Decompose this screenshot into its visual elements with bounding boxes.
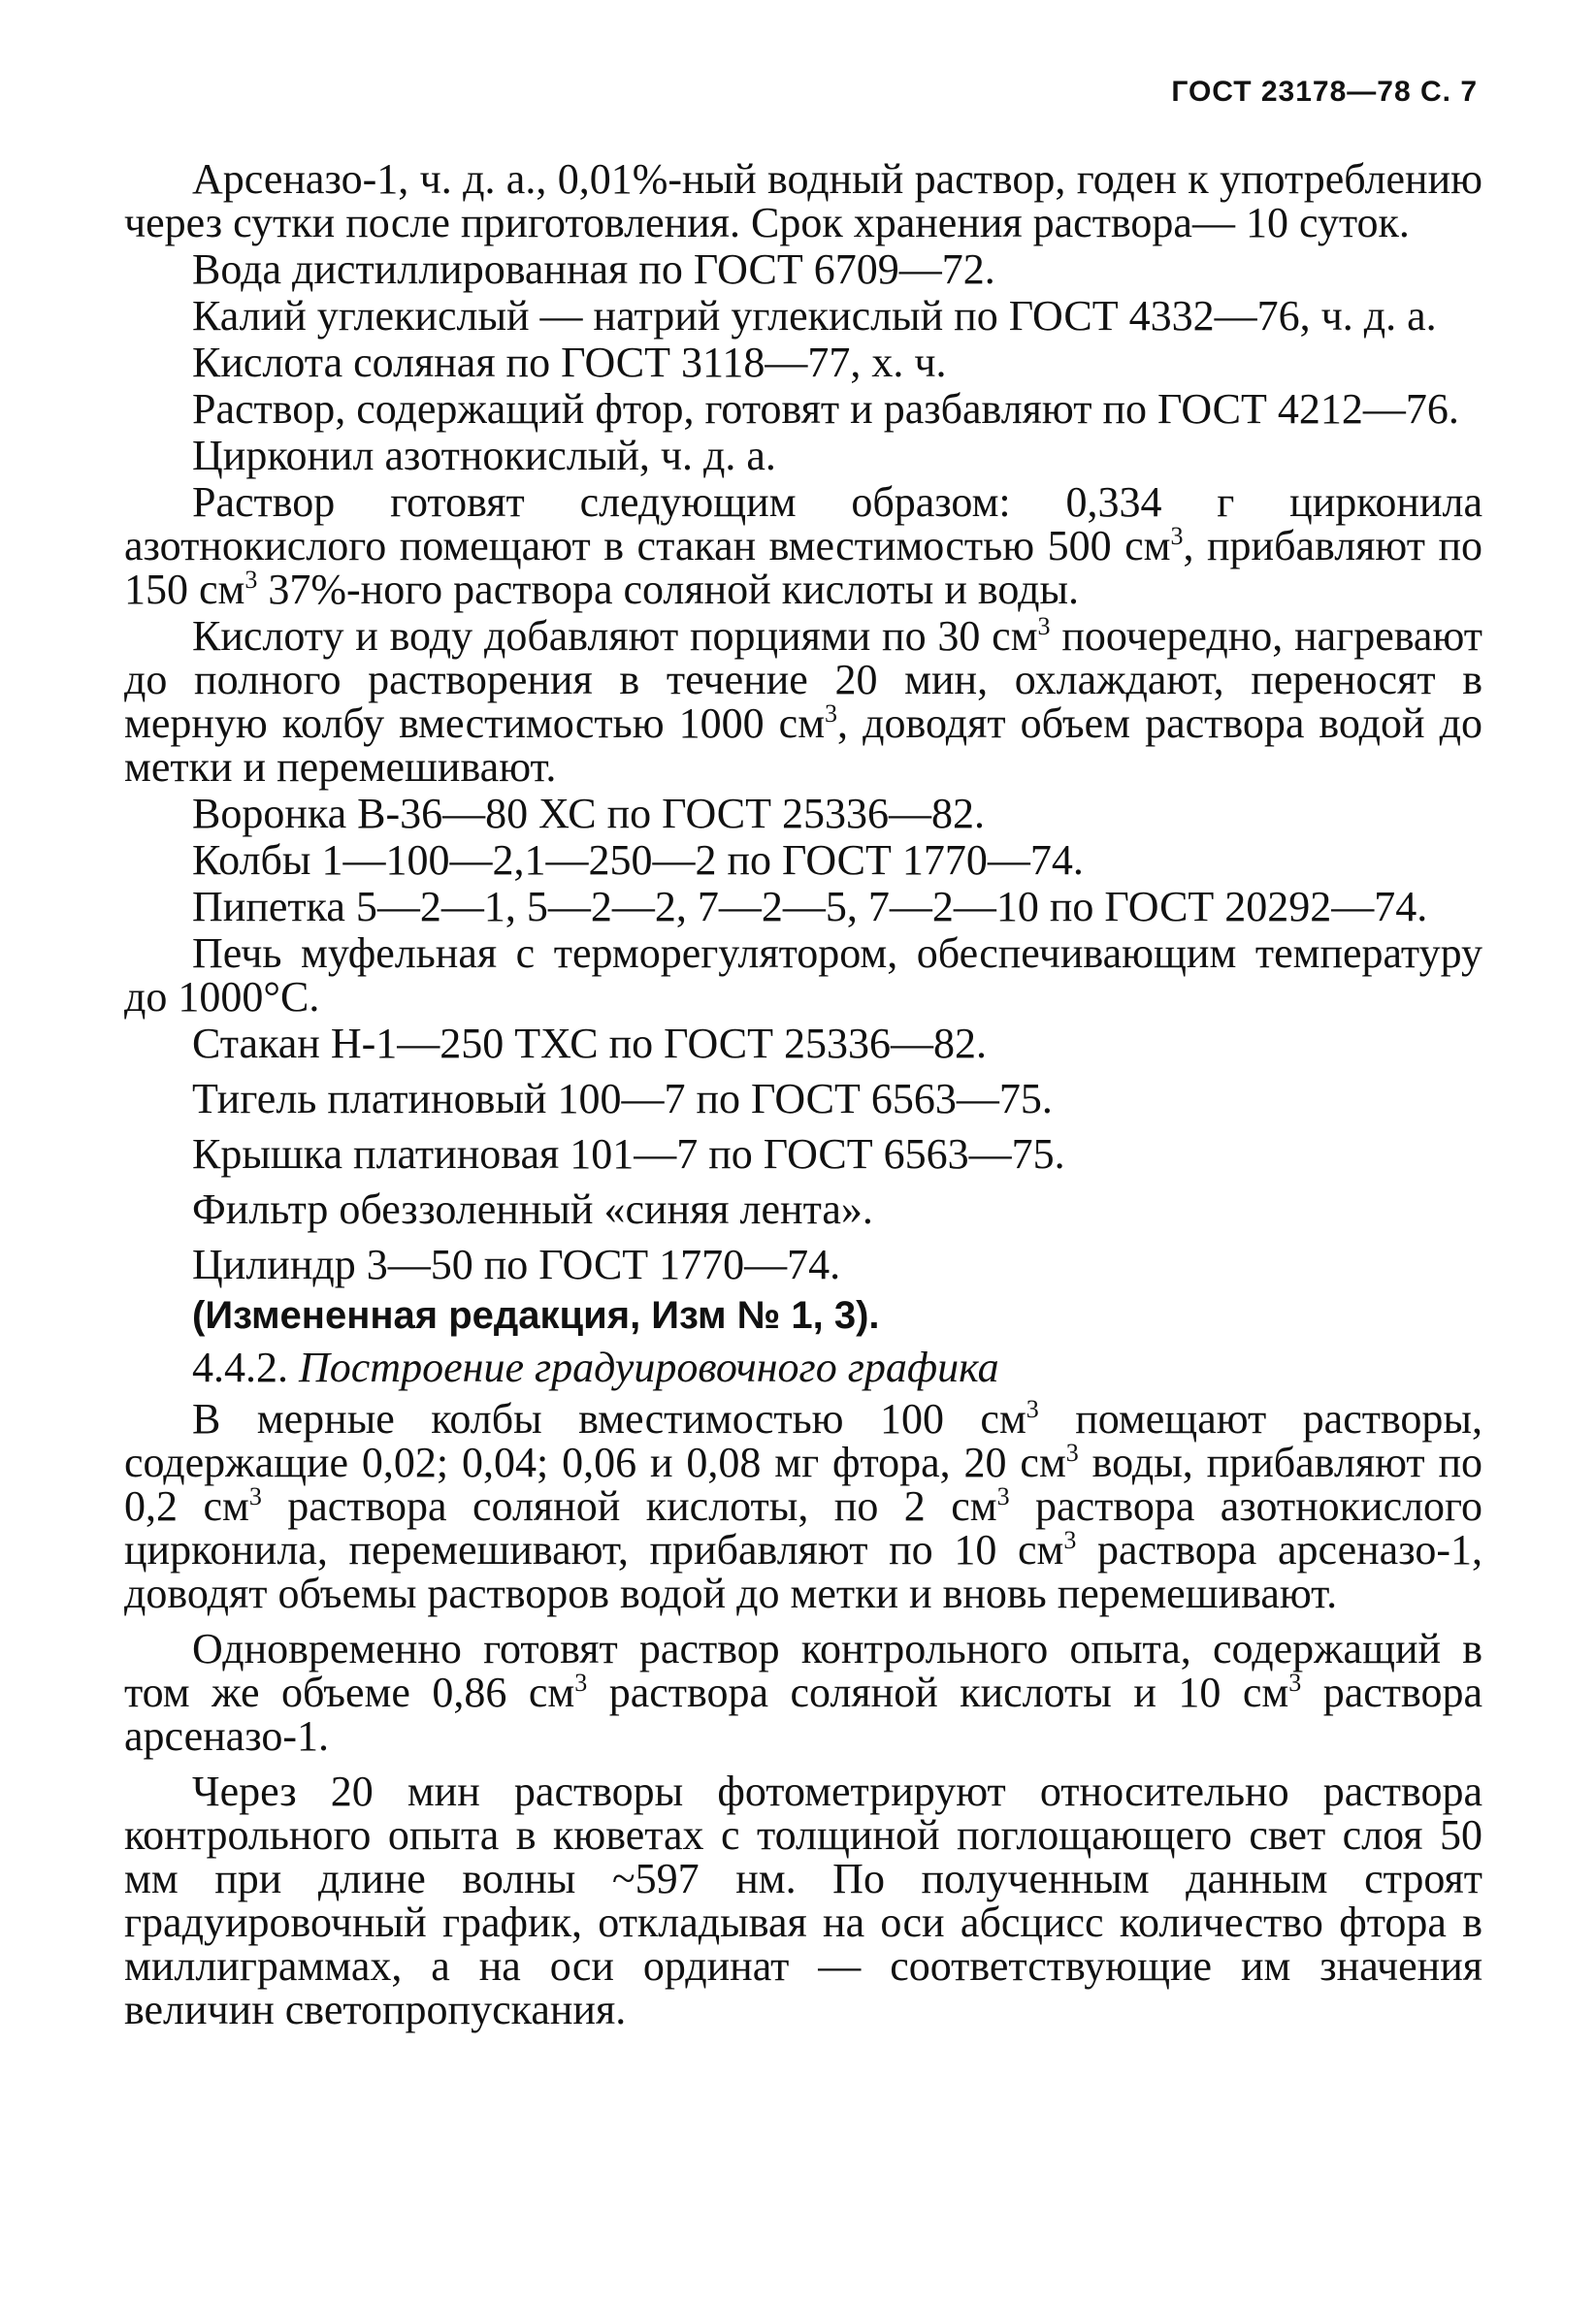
paragraph-filter: Фильтр обеззоленный «синяя лента». (192, 1185, 873, 1233)
paragraph-cylinder: Цилиндр 3—50 по ГОСТ 1770—74. (192, 1241, 841, 1288)
section-title: Построение градуировочного графика (299, 1344, 999, 1391)
paragraph-water: Вода дистиллированная по ГОСТ 6709—72. (192, 245, 995, 293)
paragraph-fluorine-solution: Раствор, содержащий фтор, готовят и разбавляют по ГОСТ 4212—76. (192, 385, 1459, 433)
paragraph-funnel: Воронка В-36—80 ХС по ГОСТ 25336—82. (192, 790, 986, 837)
paragraph-flasks: Колбы 1—100—2,1—250—2 по ГОСТ 1770—74. (192, 836, 1084, 884)
amendment-note: (Измененная редакция, Изм № 1, 3). (192, 1294, 880, 1337)
page-header: ГОСТ 23178—78 С. 7 (1171, 76, 1478, 108)
document-body (124, 155, 1482, 2034)
paragraph-platinum-crucible: Тигель платиновый 100—7 по ГОСТ 6563—75. (192, 1075, 1053, 1122)
paragraph-potassium-carbonate: Калий углекислый — натрий углекислый по ГОСТ 4332—76, ч. д. а. (192, 292, 1437, 340)
paragraph-acid-water-addition: Кислоту и воду добавляют порциями по 30 $см^3$ поочередно, нагревают до полного растворения в течение 20 мин, охлаждают, переносят в мерную колбу вместимостью 1000 $см^3$, доводят объем раствора водой до метки и перемешивают. (124, 612, 1482, 791)
paragraph-pipette: Пипетка 5—2—1, 5—2—2, 7—2—5, 7—2—10 по ГОСТ 20292—74. (192, 883, 1428, 930)
paragraph-platinum-lid: Крышка платиновая 101—7 по ГОСТ 6563—75. (192, 1130, 1065, 1178)
paragraph-solution-preparation: Раствор готовят следующим образом: 0,334 г цирконила азотнокислого помещают в стакан вместимостью 500 $см^3$, прибавляют по 150 $см^3$ 37%-ного раствора соляной кислоты и воды. (124, 478, 1482, 613)
paragraph-calibration-solutions: В мерные колбы вместимостью 100 $см^3$ помещают растворы, содержащие 0,02; 0,04; 0,06 и 0,08 мг фтора, 20 $см^3$ воды, прибавляют по 0,2 $см^3$ раствора соляной кислоты, по 2 $см^3$ раствора азотнокислого цирконила, перемешивают, прибавляют по 10 $см^3$ раствора арсеназо-1, доводят объемы растворов водой до метки и вновь перемешивают. (124, 1395, 1483, 1617)
section-number: 4.4.2. (192, 1344, 288, 1391)
paragraph-arsenazo: Арсеназо-1, ч. д. а., 0,01%-ный водный раствор, годен к употреблению через сутки после приготовления. Срок хранения раствора— 10 суток. (124, 155, 1482, 246)
paragraph-control-solution: Одновременно готовят раствор контрольного опыта, содержащий в том же объеме 0,86 $см^3$ раствора соляной кислоты и 10 $см^3$ раствора арсеназо-1. (124, 1625, 1482, 1760)
paragraph-hydrochloric-acid: Кислота соляная по ГОСТ 3118—77, х. ч. (192, 339, 947, 386)
section-heading (124, 1346, 1482, 1389)
paragraph-zirconyl-nitrate: Цирконил азотнокислый, ч. д. а. (192, 432, 776, 479)
paragraph-beaker: Стакан Н-1—250 ТХС по ГОСТ 25336—82. (192, 1020, 988, 1067)
paragraph-photometry: Через 20 мин растворы фотометрируют относительно раствора контрольного опыта в кюветах с толщиной поглощающего свет слоя 50 мм при длине волны ~597 нм. По полученным данным строят градуировочный график, откладывая на оси абсцисс количество фтора в миллиграммах, а на оси ординат — соответствующие им значения величин светопропускания. (124, 1768, 1482, 2033)
paragraph-muffle-furnace: Печь муфельная с терморегулятором, обеспечивающим температуру до 1000°С. (124, 929, 1482, 1021)
